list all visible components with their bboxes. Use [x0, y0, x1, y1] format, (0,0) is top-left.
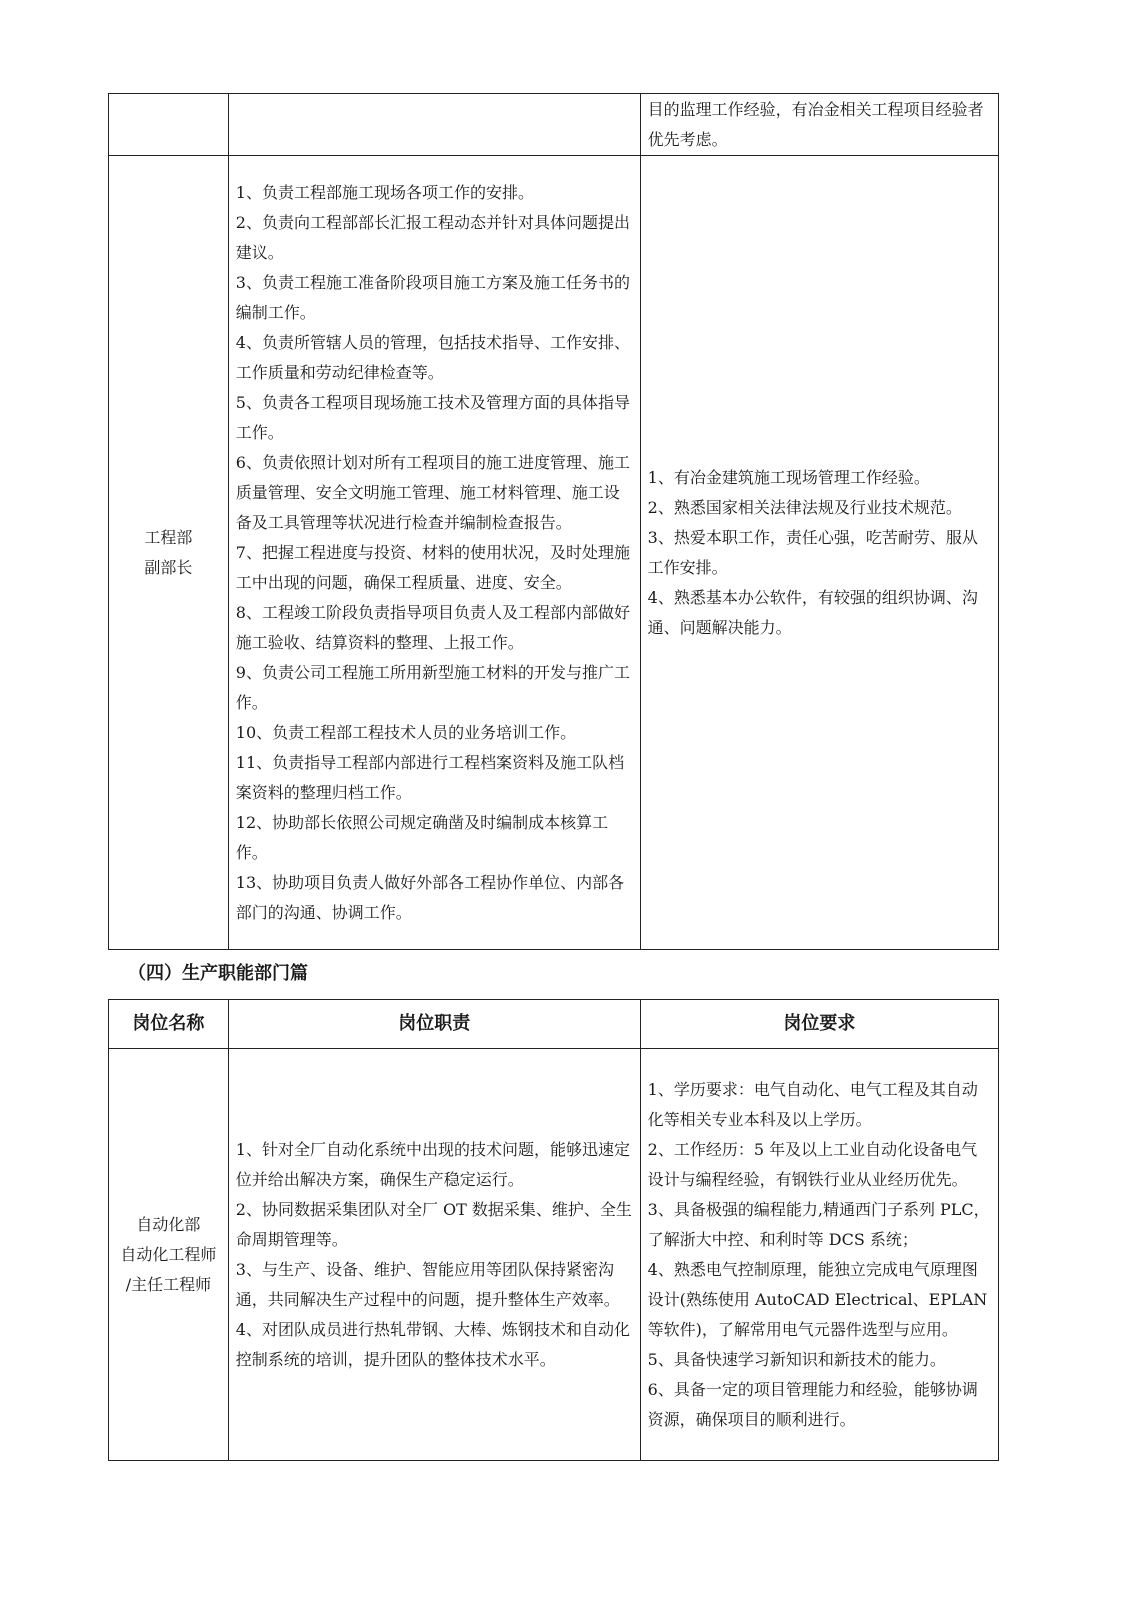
- duty-item: 3、与生产、设备、维护、智能应用等团队保持紧密沟通，共同解决生产过程中的问题，提升整体生产效率。: [235, 1259, 620, 1309]
- requirement-item: 4、熟悉电气控制原理，能独立完成电气原理图设计(熟练使用 AutoCAD Electrical、EPLAN 等软件)，了解常用电气元器件选型与应用。: [647, 1259, 988, 1339]
- duties-cell: [228, 1049, 640, 1461]
- requirement-item: 1、学历要求：电气自动化、电气工程及其自动化等相关专业本科及以上学历。: [647, 1079, 978, 1129]
- requirement-item: 3、热爱本职工作，责任心强，吃苦耐劳、服从工作安排。: [647, 527, 978, 577]
- requirement-item: 1、有冶金建筑施工现场管理工作经验。: [647, 467, 930, 487]
- requirement-item: 2、熟悉国家相关法律法规及行业技术规范。: [647, 497, 962, 517]
- requirements-cell: [640, 156, 998, 950]
- requirement-item: 5、具备快速学习新知识和新技术的能力。: [647, 1349, 946, 1369]
- requirement-item: 4、熟悉基本办公软件，有较强的组织协调、沟通、问题解决能力。: [647, 587, 978, 637]
- table-row-engineering: [109, 156, 999, 950]
- duty-item: 6、负责依照计划对所有工程项目的施工进度管理、施工质量管理、安全文明施工管理、施工材料管理、施工设备及工具管理等状况进行检查并编制检查报告。: [235, 452, 630, 532]
- table-row-continued: [109, 94, 999, 156]
- job-table-continued: [108, 93, 999, 950]
- duty-item: 1、负责工程部施工现场各项工作的安排。: [235, 182, 534, 202]
- position-name-line: /主任工程师: [125, 1274, 212, 1294]
- position-name-line: 自动化工程师: [120, 1244, 217, 1264]
- duty-item: 3、负责工程施工准备阶段项目施工方案及施工任务书的编制工作。: [235, 272, 630, 322]
- position-name-line: 自动化部: [136, 1214, 201, 1234]
- section-title: （四）生产职能部门篇: [128, 963, 308, 984]
- duty-item: 9、负责公司工程施工所用新型施工材料的开发与推广工作。: [235, 662, 630, 712]
- table-header-row: [109, 1000, 999, 1049]
- requirement-item: 6、具备一定的项目管理能力和经验，能够协调资源，确保项目的顺利进行。: [647, 1379, 978, 1429]
- duty-item: 8、工程竣工阶段负责指导项目负责人及工程部内部做好施工验收、结算资料的整理、上报工作。: [235, 602, 630, 652]
- requirements-cell: [640, 94, 998, 156]
- duty-item: 10、负责工程部工程技术人员的业务培训工作。: [235, 722, 577, 742]
- position-name-line: 副部长: [144, 557, 193, 577]
- duty-item: 2、负责向工程部部长汇报工程动态并针对具体问题提出建议。: [235, 212, 630, 262]
- job-table-production: [108, 999, 999, 1461]
- duties-cell: [228, 94, 640, 156]
- position-name-cell: [109, 1049, 229, 1461]
- duty-item: 2、协同数据采集团队对全厂 OT 数据采集、维护、全生命周期管理等。: [235, 1199, 632, 1249]
- duty-item: 13、协助项目负责人做好外部各工程协作单位、内部各部门的沟通、协调工作。: [235, 872, 625, 922]
- duty-item: 1、针对全厂自动化系统中出现的技术问题，能够迅速定位并给出解决方案，确保生产稳定运行。: [235, 1139, 630, 1189]
- table-row-automation: [109, 1049, 999, 1461]
- duty-item: 5、负责各工程项目现场施工技术及管理方面的具体指导工作。: [235, 392, 630, 442]
- header-requirements: 岗位要求: [640, 1000, 998, 1049]
- position-name-line: 工程部: [144, 527, 193, 547]
- requirement-item: 目的监理工作经验，有冶金相关工程项目经验者优先考虑。: [647, 99, 984, 149]
- requirement-item: 3、具备极强的编程能力,精通西门子系列 PLC，了解浙大中控、和利时等 DCS 系统；: [647, 1199, 990, 1249]
- duty-item: 7、把握工程进度与投资、材料的使用状况，及时处理施工中出现的问题，确保工程质量、进度、安全。: [235, 542, 630, 592]
- duty-item: 4、负责所管辖人员的管理，包括技术指导、工作安排、工作质量和劳动纪律检查等。: [235, 332, 630, 382]
- header-duties: 岗位职责: [228, 1000, 640, 1049]
- requirements-cell: [640, 1049, 998, 1461]
- duty-item: 4、对团队成员进行热轧带钢、大棒、炼钢技术和自动化控制系统的培训，提升团队的整体技术水平。: [235, 1319, 630, 1369]
- position-name-cell: [109, 94, 229, 156]
- requirement-item: 2、工作经历：5 年及以上工业自动化设备电气设计与编程经验，有钢铁行业从业经历优先。: [647, 1139, 978, 1189]
- duty-item: 11、负责指导工程部内部进行工程档案资料及施工队档案资料的整理归档工作。: [235, 752, 625, 802]
- duty-item: 12、协助部长依照公司规定确凿及时编制成本核算工作。: [235, 812, 609, 862]
- header-position-name: 岗位名称: [109, 1000, 229, 1049]
- duties-cell: [228, 156, 640, 950]
- position-name-cell: [109, 156, 229, 950]
